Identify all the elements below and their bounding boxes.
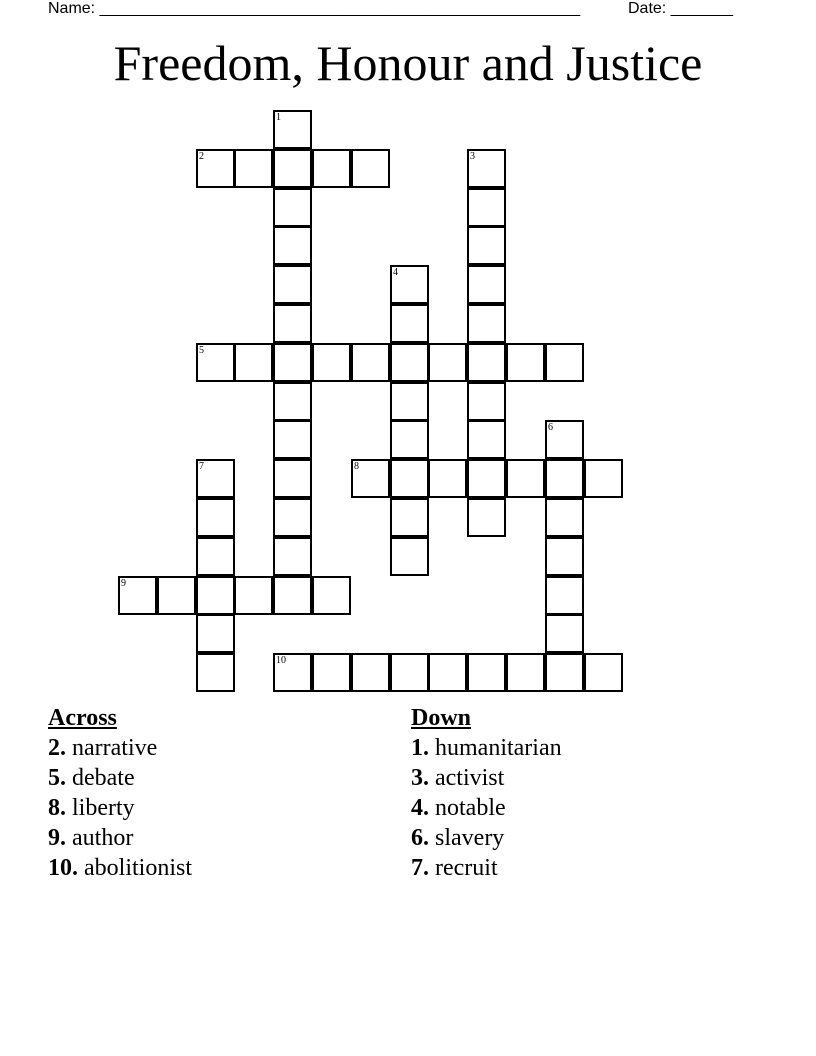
clue-number: 8. bbox=[48, 795, 66, 821]
crossword-cell[interactable] bbox=[545, 614, 584, 653]
clue-text: notable bbox=[435, 795, 506, 821]
across-clues bbox=[48, 703, 192, 883]
clue-text: activist bbox=[435, 765, 505, 791]
cell-number: 6 bbox=[548, 422, 553, 433]
cell-number: 1 bbox=[276, 112, 281, 123]
crossword-cell[interactable] bbox=[273, 537, 312, 576]
date-field-label: Date: _______ bbox=[628, 0, 733, 17]
across-clue bbox=[48, 733, 192, 763]
crossword-cell[interactable] bbox=[273, 265, 312, 304]
crossword-cell[interactable] bbox=[467, 188, 506, 227]
crossword-cell[interactable] bbox=[234, 576, 273, 615]
cell-number: 2 bbox=[199, 151, 204, 162]
crossword-cell[interactable] bbox=[312, 149, 351, 188]
down-clues bbox=[411, 703, 562, 883]
crossword-cell[interactable] bbox=[467, 420, 506, 459]
down-clue bbox=[411, 763, 562, 793]
crossword-cell[interactable] bbox=[351, 343, 390, 382]
crossword-cell[interactable] bbox=[584, 459, 623, 498]
crossword-cell[interactable] bbox=[467, 653, 506, 692]
crossword-cell[interactable] bbox=[351, 149, 390, 188]
crossword-cell[interactable] bbox=[428, 459, 467, 498]
crossword-cell[interactable] bbox=[390, 265, 429, 304]
across-heading: Across bbox=[48, 705, 117, 731]
across-clue bbox=[48, 853, 192, 883]
down-clue bbox=[411, 733, 562, 763]
crossword-cell[interactable] bbox=[390, 304, 429, 343]
crossword-cell[interactable] bbox=[545, 498, 584, 537]
page-title: Freedom, Honour and Justice bbox=[113, 35, 703, 91]
crossword-cell[interactable] bbox=[545, 537, 584, 576]
crossword-cell[interactable] bbox=[196, 149, 235, 188]
crossword-cell[interactable] bbox=[506, 459, 545, 498]
crossword-cell[interactable] bbox=[390, 537, 429, 576]
cell-number: 7 bbox=[199, 461, 204, 472]
crossword-cell[interactable] bbox=[273, 576, 312, 615]
crossword-cell[interactable] bbox=[273, 149, 312, 188]
crossword-cell[interactable] bbox=[312, 576, 351, 615]
crossword-cell[interactable] bbox=[467, 498, 506, 537]
crossword-cell[interactable] bbox=[545, 459, 584, 498]
crossword-cell[interactable] bbox=[157, 576, 196, 615]
clue-number: 6. bbox=[411, 825, 429, 851]
crossword-cell[interactable] bbox=[351, 459, 390, 498]
clue-text: humanitarian bbox=[435, 735, 562, 761]
crossword-cell[interactable] bbox=[273, 226, 312, 265]
crossword-cell[interactable] bbox=[584, 653, 623, 692]
down-clue bbox=[411, 853, 562, 883]
across-clue bbox=[48, 823, 192, 853]
clue-text: debate bbox=[72, 765, 135, 791]
clue-number: 1. bbox=[411, 735, 429, 761]
crossword-cell[interactable] bbox=[273, 459, 312, 498]
crossword-cell[interactable] bbox=[273, 304, 312, 343]
crossword-cell[interactable] bbox=[312, 343, 351, 382]
crossword-cell[interactable] bbox=[273, 110, 312, 149]
crossword-cell[interactable] bbox=[273, 498, 312, 537]
crossword-cell[interactable] bbox=[273, 188, 312, 227]
crossword-cell[interactable] bbox=[273, 343, 312, 382]
clue-text: liberty bbox=[72, 795, 135, 821]
crossword-cell[interactable] bbox=[390, 653, 429, 692]
crossword-cell[interactable] bbox=[196, 498, 235, 537]
down-clue bbox=[411, 823, 562, 853]
down-clue bbox=[411, 793, 562, 823]
crossword-cell[interactable] bbox=[196, 576, 235, 615]
crossword-cell[interactable] bbox=[390, 498, 429, 537]
crossword-cell[interactable] bbox=[467, 149, 506, 188]
crossword-cell[interactable] bbox=[506, 653, 545, 692]
name-field-label: Name: ______________________________________________________ bbox=[48, 0, 581, 17]
clue-text: slavery bbox=[435, 825, 505, 851]
crossword-cell[interactable] bbox=[312, 653, 351, 692]
crossword-cell[interactable] bbox=[196, 614, 235, 653]
clue-number: 4. bbox=[411, 795, 429, 821]
crossword-cell[interactable] bbox=[390, 459, 429, 498]
crossword-cell[interactable] bbox=[390, 343, 429, 382]
crossword-cell[interactable] bbox=[196, 343, 235, 382]
crossword-cell[interactable] bbox=[428, 343, 467, 382]
crossword-cell[interactable] bbox=[428, 653, 467, 692]
crossword-cell[interactable] bbox=[118, 576, 157, 615]
crossword-cell[interactable] bbox=[467, 226, 506, 265]
cell-number: 4 bbox=[393, 267, 398, 278]
cell-number: 10 bbox=[276, 655, 286, 666]
crossword-cell[interactable] bbox=[545, 343, 584, 382]
crossword-cell[interactable] bbox=[273, 653, 312, 692]
crossword-cell[interactable] bbox=[273, 382, 312, 421]
cell-number: 8 bbox=[354, 461, 359, 472]
crossword-cell[interactable] bbox=[234, 343, 273, 382]
clue-number: 3. bbox=[411, 765, 429, 791]
crossword-cell[interactable] bbox=[196, 653, 235, 692]
crossword-cell[interactable] bbox=[390, 420, 429, 459]
crossword-cell[interactable] bbox=[545, 576, 584, 615]
crossword-cell[interactable] bbox=[351, 653, 390, 692]
crossword-cell[interactable] bbox=[467, 265, 506, 304]
clue-number: 7. bbox=[411, 855, 429, 881]
crossword-cell[interactable] bbox=[234, 149, 273, 188]
crossword-cell[interactable] bbox=[273, 420, 312, 459]
clue-text: narrative bbox=[72, 735, 158, 761]
clue-text: recruit bbox=[435, 855, 498, 881]
cell-number: 3 bbox=[470, 151, 475, 162]
crossword-cell[interactable] bbox=[467, 343, 506, 382]
clue-number: 5. bbox=[48, 765, 66, 791]
clue-text: author bbox=[72, 825, 134, 851]
clue-number: 2. bbox=[48, 735, 66, 761]
clue-number: 10. bbox=[48, 855, 78, 881]
crossword-cell[interactable] bbox=[545, 420, 584, 459]
down-heading: Down bbox=[411, 705, 472, 731]
cell-number: 5 bbox=[199, 345, 204, 356]
crossword-cell[interactable] bbox=[545, 653, 584, 692]
clue-text: abolitionist bbox=[84, 855, 192, 881]
crossword-cell[interactable] bbox=[467, 304, 506, 343]
crossword-cell[interactable] bbox=[196, 459, 235, 498]
crossword-cell[interactable] bbox=[467, 459, 506, 498]
crossword-cell[interactable] bbox=[506, 343, 545, 382]
across-clue bbox=[48, 793, 192, 823]
across-clue bbox=[48, 763, 192, 793]
cell-number: 9 bbox=[121, 578, 126, 589]
clue-number: 9. bbox=[48, 825, 66, 851]
crossword-cell[interactable] bbox=[196, 537, 235, 576]
crossword-cell[interactable] bbox=[467, 382, 506, 421]
crossword-cell[interactable] bbox=[390, 382, 429, 421]
